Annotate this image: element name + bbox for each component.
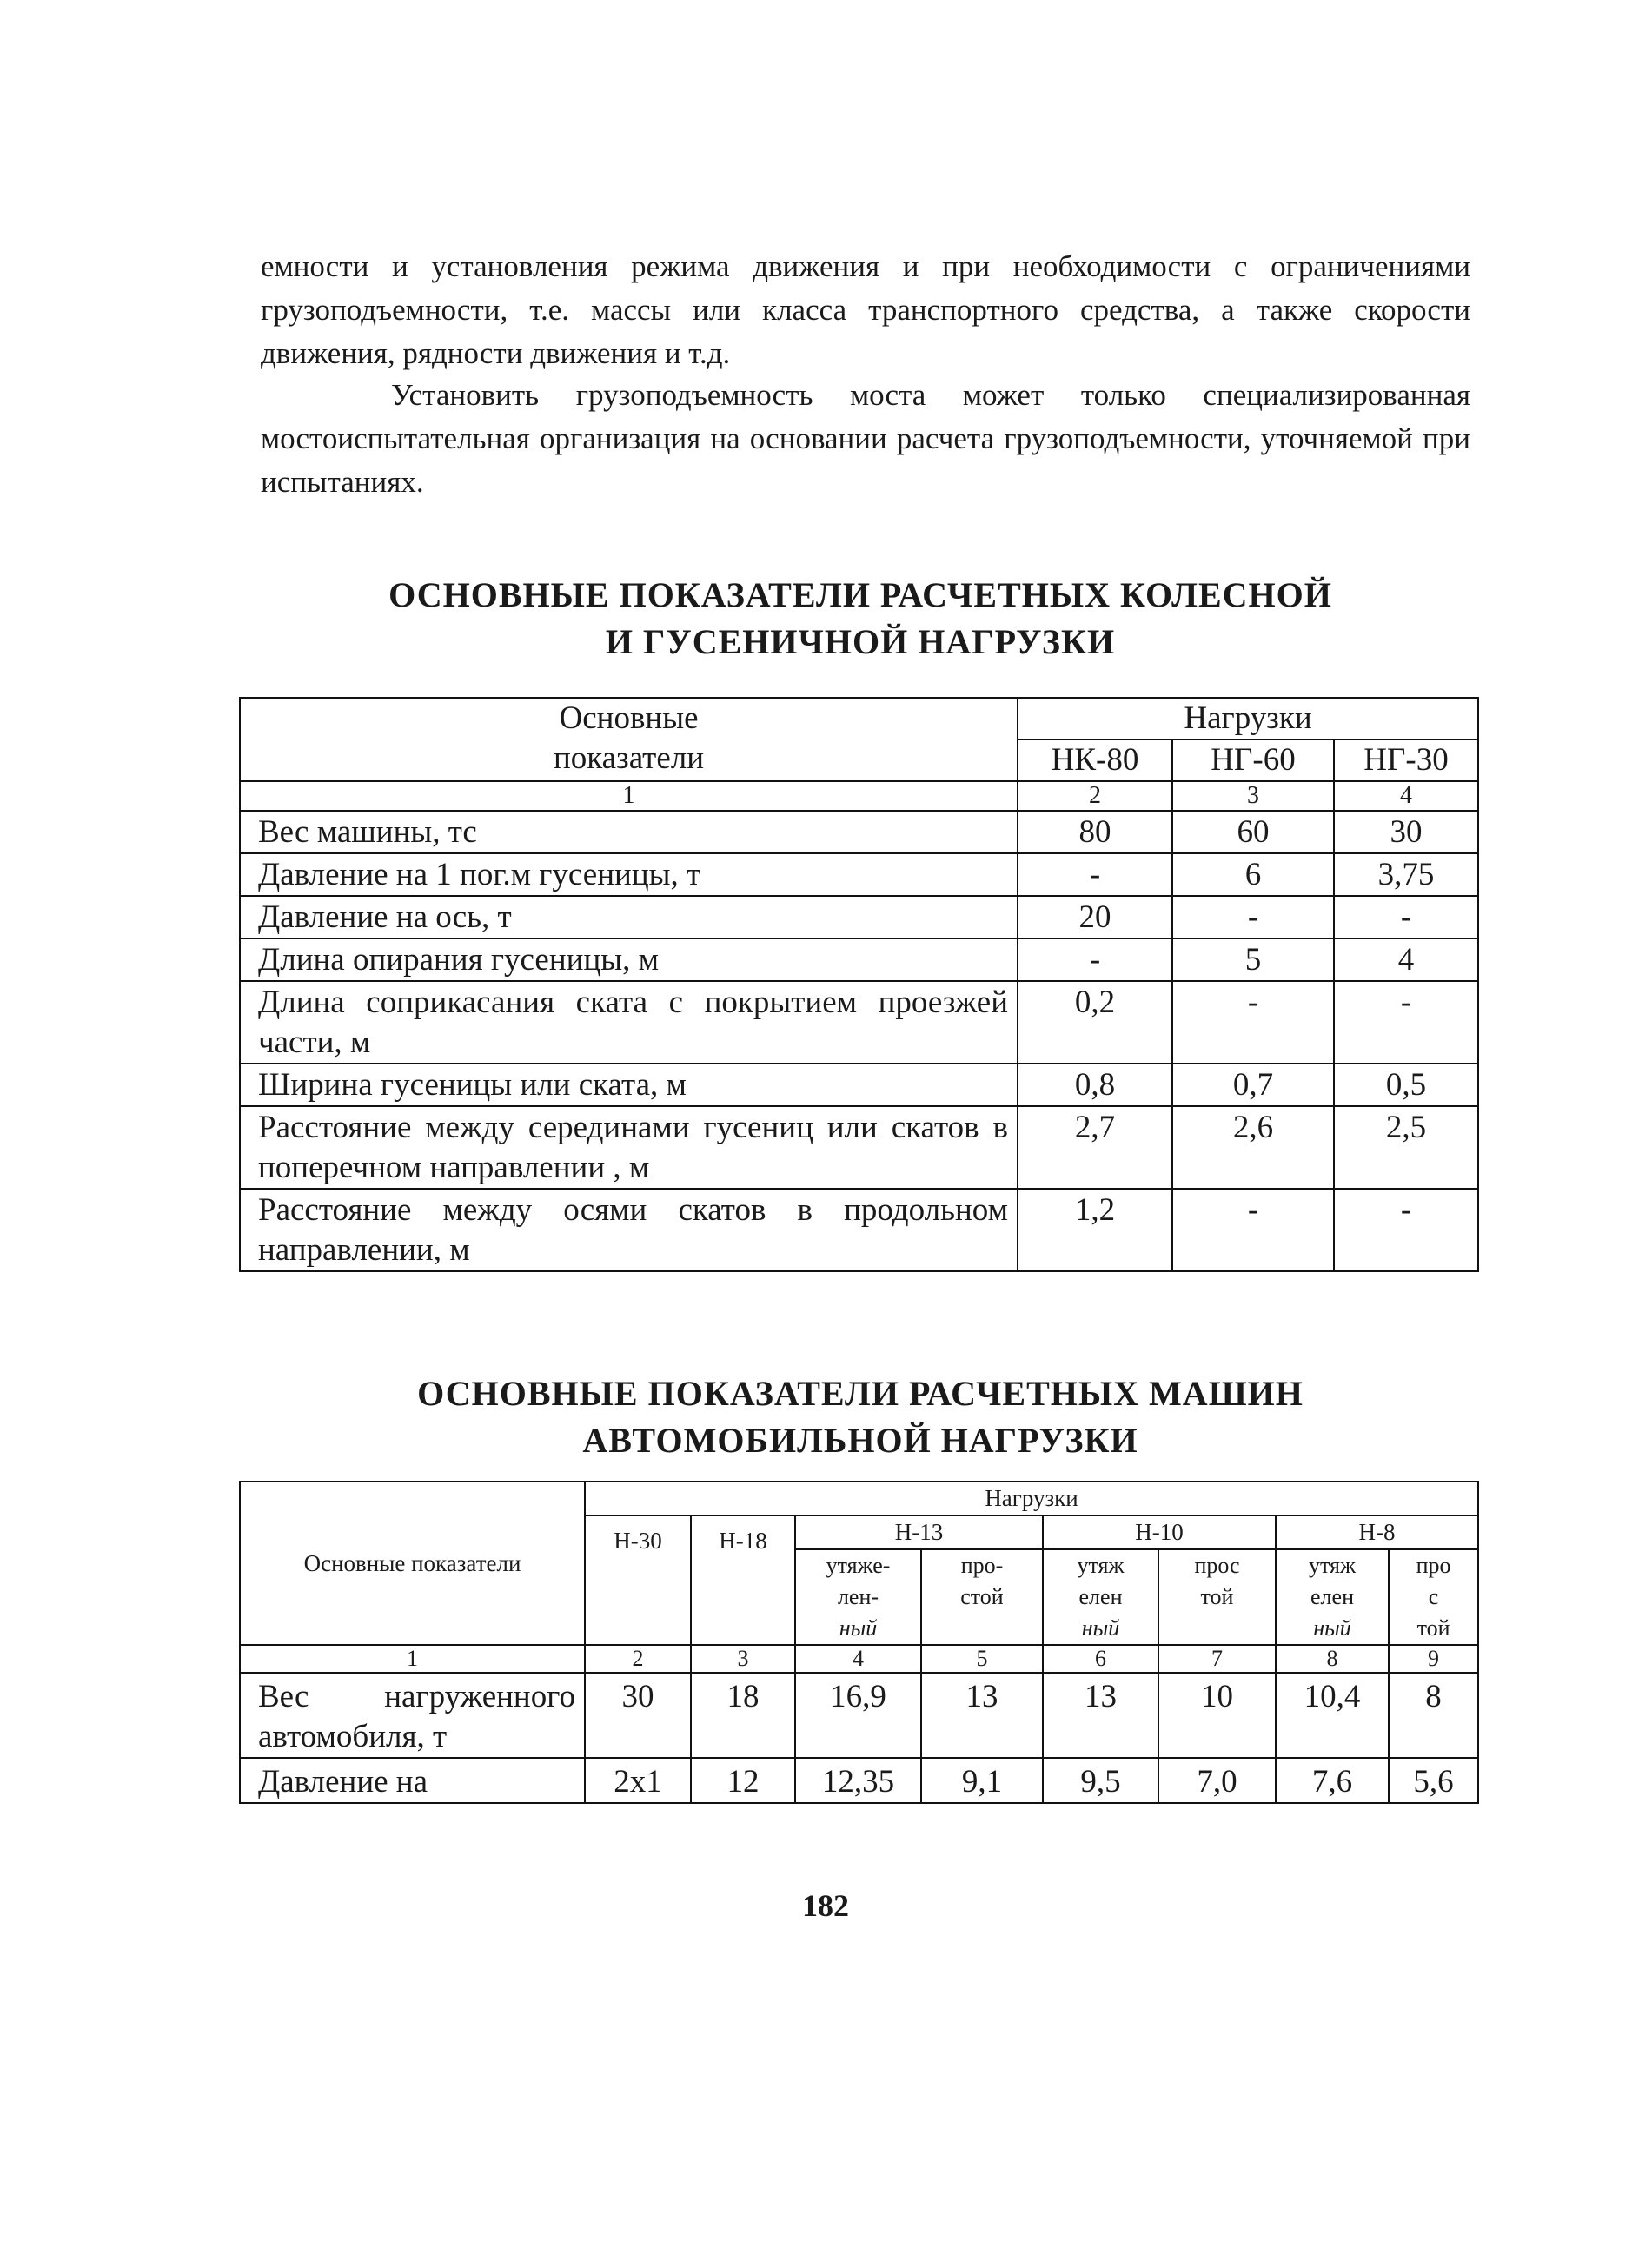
table2-header-row1: [240, 1482, 1478, 1515]
row-value: 80: [1018, 811, 1172, 853]
table2-col-n30: Н-30: [585, 1515, 691, 1645]
sub-line: утяж: [1077, 1553, 1125, 1578]
table2-col-number: 6: [1043, 1645, 1158, 1673]
table2-group-n10: Н-10: [1043, 1515, 1276, 1549]
table1-col-number: 4: [1334, 781, 1478, 811]
row-value: 0,8: [1018, 1064, 1172, 1106]
row-label: Давление на: [240, 1758, 585, 1803]
table-row: [240, 938, 1478, 981]
row-value: 5: [1172, 938, 1334, 981]
row-value: 20: [1018, 896, 1172, 938]
table-row: [240, 853, 1478, 896]
sub-line: елен: [1078, 1584, 1123, 1609]
table-row: [240, 896, 1478, 938]
table-row: [240, 1758, 1478, 1803]
table2-col-number: 7: [1158, 1645, 1276, 1673]
row-value: -: [1018, 853, 1172, 896]
wheel-track-load-table: [239, 697, 1479, 1272]
table2-header-label: Основные показатели: [240, 1482, 585, 1645]
sub-line: ный: [839, 1615, 878, 1641]
row-value: 2x1: [585, 1758, 691, 1803]
sub-line: прос: [1194, 1553, 1240, 1578]
sub-line: с: [1428, 1584, 1439, 1609]
row-value: 0,5: [1334, 1064, 1478, 1106]
table1-col-number: 1: [240, 781, 1018, 811]
vehicle-load-table: [239, 1481, 1479, 1804]
table-row: [240, 811, 1478, 853]
row-value: 30: [1334, 811, 1478, 853]
row-value: 12: [691, 1758, 795, 1803]
sub-line: лен-: [837, 1584, 879, 1609]
table1-title-line1: ОСНОВНЫЕ ПОКАЗАТЕЛИ РАСЧЕТНЫХ КОЛЕСНОЙ: [388, 575, 1332, 614]
table2-sub-simple: [921, 1549, 1043, 1645]
row-value: 7,6: [1276, 1758, 1389, 1803]
row-value: 30: [585, 1673, 691, 1758]
table1-number-row: [240, 781, 1478, 811]
sub-line: ный: [1313, 1615, 1351, 1641]
row-value: 9,5: [1043, 1758, 1158, 1803]
row-value: 2,6: [1172, 1106, 1334, 1189]
row-value: 18: [691, 1673, 795, 1758]
table1-col-number: 2: [1018, 781, 1172, 811]
table2-col-n18: Н-18: [691, 1515, 795, 1645]
table1-title: [243, 572, 1477, 666]
row-value: 10: [1158, 1673, 1276, 1758]
row-value: 2,7: [1018, 1106, 1172, 1189]
sub-line: той: [1416, 1615, 1450, 1641]
table-row: [240, 1064, 1478, 1106]
row-label: Длина соприкасания ската с покрытием проезжей части, м: [240, 981, 1018, 1064]
row-label: Ширина гусеницы или ската, м: [240, 1064, 1018, 1106]
table2-sub-simple: [1389, 1549, 1478, 1645]
row-value: -: [1334, 896, 1478, 938]
paragraph-continuation: емности и установления режима движения и при необходимости с ограничениями грузоподъемности, т.е. массы или класса транспортного средства, а также скорости движения, рядности движения и т.д.: [261, 249, 1470, 370]
table1-header-group: Нагрузки: [1018, 698, 1478, 739]
row-value: -: [1172, 896, 1334, 938]
table2-col-number: 4: [795, 1645, 921, 1673]
table2-col-number: 3: [691, 1645, 795, 1673]
row-value: 10,4: [1276, 1673, 1389, 1758]
row-value: 13: [921, 1673, 1043, 1758]
sub-line: про: [1416, 1553, 1451, 1578]
row-value: 0,2: [1018, 981, 1172, 1064]
table2-col-number: 5: [921, 1645, 1043, 1673]
table1-col-number: 3: [1172, 781, 1334, 811]
table1-col-ng60: НГ-60: [1172, 739, 1334, 781]
row-label: Расстояние между осями скатов в продольном направлении, м: [240, 1189, 1018, 1271]
table2-group-n13: Н-13: [795, 1515, 1043, 1549]
table1-header-label-line2: показатели: [553, 740, 705, 776]
table2-col-number: 1: [240, 1645, 585, 1673]
table-row: [240, 1673, 1478, 1758]
sub-line: про-: [960, 1553, 1004, 1578]
sub-line: утяже-: [826, 1553, 891, 1578]
row-value: 16,9: [795, 1673, 921, 1758]
table2-number-row: [240, 1645, 1478, 1673]
table2-col-number: 9: [1389, 1645, 1478, 1673]
row-value: -: [1334, 981, 1478, 1064]
table2-header-group: Нагрузки: [585, 1482, 1478, 1515]
row-label: Давление на ось, т: [240, 896, 1018, 938]
table1-header-label: [240, 698, 1018, 781]
row-value: 5,6: [1389, 1758, 1478, 1803]
row-label: Вес нагруженного автомобиля, т: [240, 1673, 585, 1758]
table-row: [240, 1189, 1478, 1271]
row-label: Давление на 1 пог.м гусеницы, т: [240, 853, 1018, 896]
row-value: -: [1018, 938, 1172, 981]
row-value: 0,7: [1172, 1064, 1334, 1106]
table1-header-row1: [240, 698, 1478, 739]
row-label: Длина опирания гусеницы, м: [240, 938, 1018, 981]
sub-line: стой: [960, 1584, 1004, 1609]
table1-title-line2: И ГУСЕНИЧНОЙ НАГРУЗКИ: [605, 622, 1116, 661]
table2-sub-simple: [1158, 1549, 1276, 1645]
table-row: [240, 981, 1478, 1064]
table2-col-number: 8: [1276, 1645, 1389, 1673]
table2-col-number: 2: [585, 1645, 691, 1673]
table1-header-label-line1: Основные: [559, 700, 699, 736]
page-number: 182: [802, 1888, 849, 1923]
row-value: -: [1334, 1189, 1478, 1271]
paragraph-load-capacity: Установить грузоподъемность моста может только специализированная мостоиспытательная организация на основании расчета грузоподъемности, уточняемой при испытаниях.: [261, 378, 1470, 499]
row-value: -: [1172, 1189, 1334, 1271]
row-value: -: [1172, 981, 1334, 1064]
row-value: 12,35: [795, 1758, 921, 1803]
row-value: 2,5: [1334, 1106, 1478, 1189]
sub-line: утяж: [1309, 1553, 1356, 1578]
row-value: 60: [1172, 811, 1334, 853]
row-label: Расстояние между серединами гусениц или скатов в поперечном направлении , м: [240, 1106, 1018, 1189]
sub-line: елен: [1310, 1584, 1354, 1609]
table2-title-line2: АВТОМОБИЛЬНОЙ НАГРУЗКИ: [582, 1421, 1138, 1460]
table2-group-n8: Н-8: [1276, 1515, 1478, 1549]
table2-title: [243, 1370, 1477, 1464]
row-value: 13: [1043, 1673, 1158, 1758]
table2-sub-heavy: [1043, 1549, 1158, 1645]
table2-title-line1: ОСНОВНЫЕ ПОКАЗАТЕЛИ РАСЧЕТНЫХ МАШИН: [417, 1374, 1304, 1413]
row-value: 1,2: [1018, 1189, 1172, 1271]
row-value: 3,75: [1334, 853, 1478, 896]
row-value: 6: [1172, 853, 1334, 896]
row-value: 7,0: [1158, 1758, 1276, 1803]
row-value: 8: [1389, 1673, 1478, 1758]
table2-sub-heavy: [1276, 1549, 1389, 1645]
table1-col-ng30: НГ-30: [1334, 739, 1478, 781]
sub-line: той: [1200, 1584, 1234, 1609]
table1-col-nk80: НК-80: [1018, 739, 1172, 781]
row-value: 9,1: [921, 1758, 1043, 1803]
row-value: 4: [1334, 938, 1478, 981]
row-label: Вес машины, тс: [240, 811, 1018, 853]
table2-sub-heavy: [795, 1549, 921, 1645]
table-row: [240, 1106, 1478, 1189]
sub-line: ный: [1081, 1615, 1120, 1641]
